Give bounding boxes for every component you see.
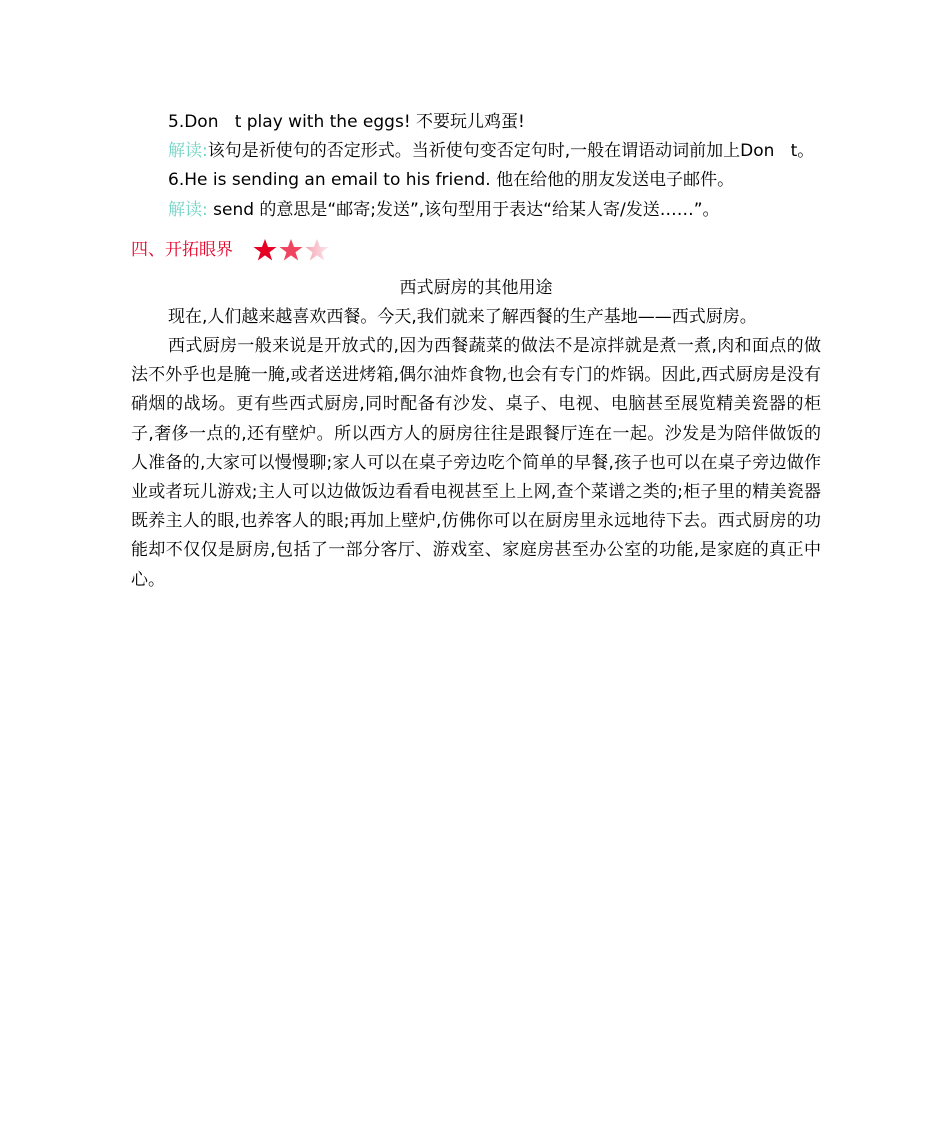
explanation-5-text: 该句是祈使句的否定形式。当祈使句变否定句时,一般在谓语动词前加上Don t。 — [207, 141, 815, 162]
article-paragraph: 西式厨房一般来说是开放式的,因为西餐蔬菜的做法不是凉拌就是煮一煮,肉和面点的做法不外乎也是腌一腌,或者送进烤箱,偶尔油炸食物,也会有专门的炸锅。因此,西式厨房是没有硝烟的战场。更有些西式厨房,同时配备有沙发、桌子、电视、电脑甚至展览精美瓷器的柜子,奢侈一点的,还有壁炉。所以西方人的厨房往往是跟餐厅连在一起。沙发是为陪伴做饭的人准备的,大家可以慢慢聊;家人可以在桌子旁边吃个简单的早餐,孩子也可以在桌子旁边做作业或者玩儿游戏;主人可以边做饭边看看电视甚至上上网,查个菜谱之类的;柜子里的精美瓷器既养主人的眼,也养客人的眼;再加上壁炉,仿佛你可以在厨房里永远地待下去。西式厨房的功能却不仅仅是厨房,包括了一部分客厅、游戏室、家庭房甚至办公室的功能,是家庭的真正中心。 — [131, 336, 821, 590]
star-icon — [253, 238, 277, 262]
document-page — [131, 108, 821, 595]
star-icon — [279, 238, 303, 262]
sentence-6 — [131, 166, 821, 195]
difficulty-rating — [253, 238, 331, 262]
sentence-6-text: 6.He is sending an email to his friend. 他在给他的朋友发送电子邮件。 — [168, 170, 735, 191]
half-star-icon — [305, 238, 329, 262]
sentence-5 — [131, 108, 821, 137]
explanation-label: 解读: — [168, 199, 214, 220]
sentence-5-text: 5.Don t play with the eggs! 不要玩儿鸡蛋! — [168, 112, 525, 132]
explanation-label: 解读: — [168, 141, 208, 162]
explanation-6 — [131, 196, 821, 225]
article-paragraph: 现在,人们越来越喜欢西餐。今天,我们就来了解西餐的生产基地——西式厨房。 — [168, 306, 757, 327]
article-title: 西式厨房的其他用途 — [399, 277, 553, 298]
explanation-6-text: send 的意思是“邮寄;发送”,该句型用于表达“给某人寄/发送……”。 — [213, 199, 720, 220]
section-title: 四、开拓眼界 — [131, 239, 233, 260]
explanation-5 — [131, 137, 821, 166]
section-heading — [131, 235, 821, 265]
